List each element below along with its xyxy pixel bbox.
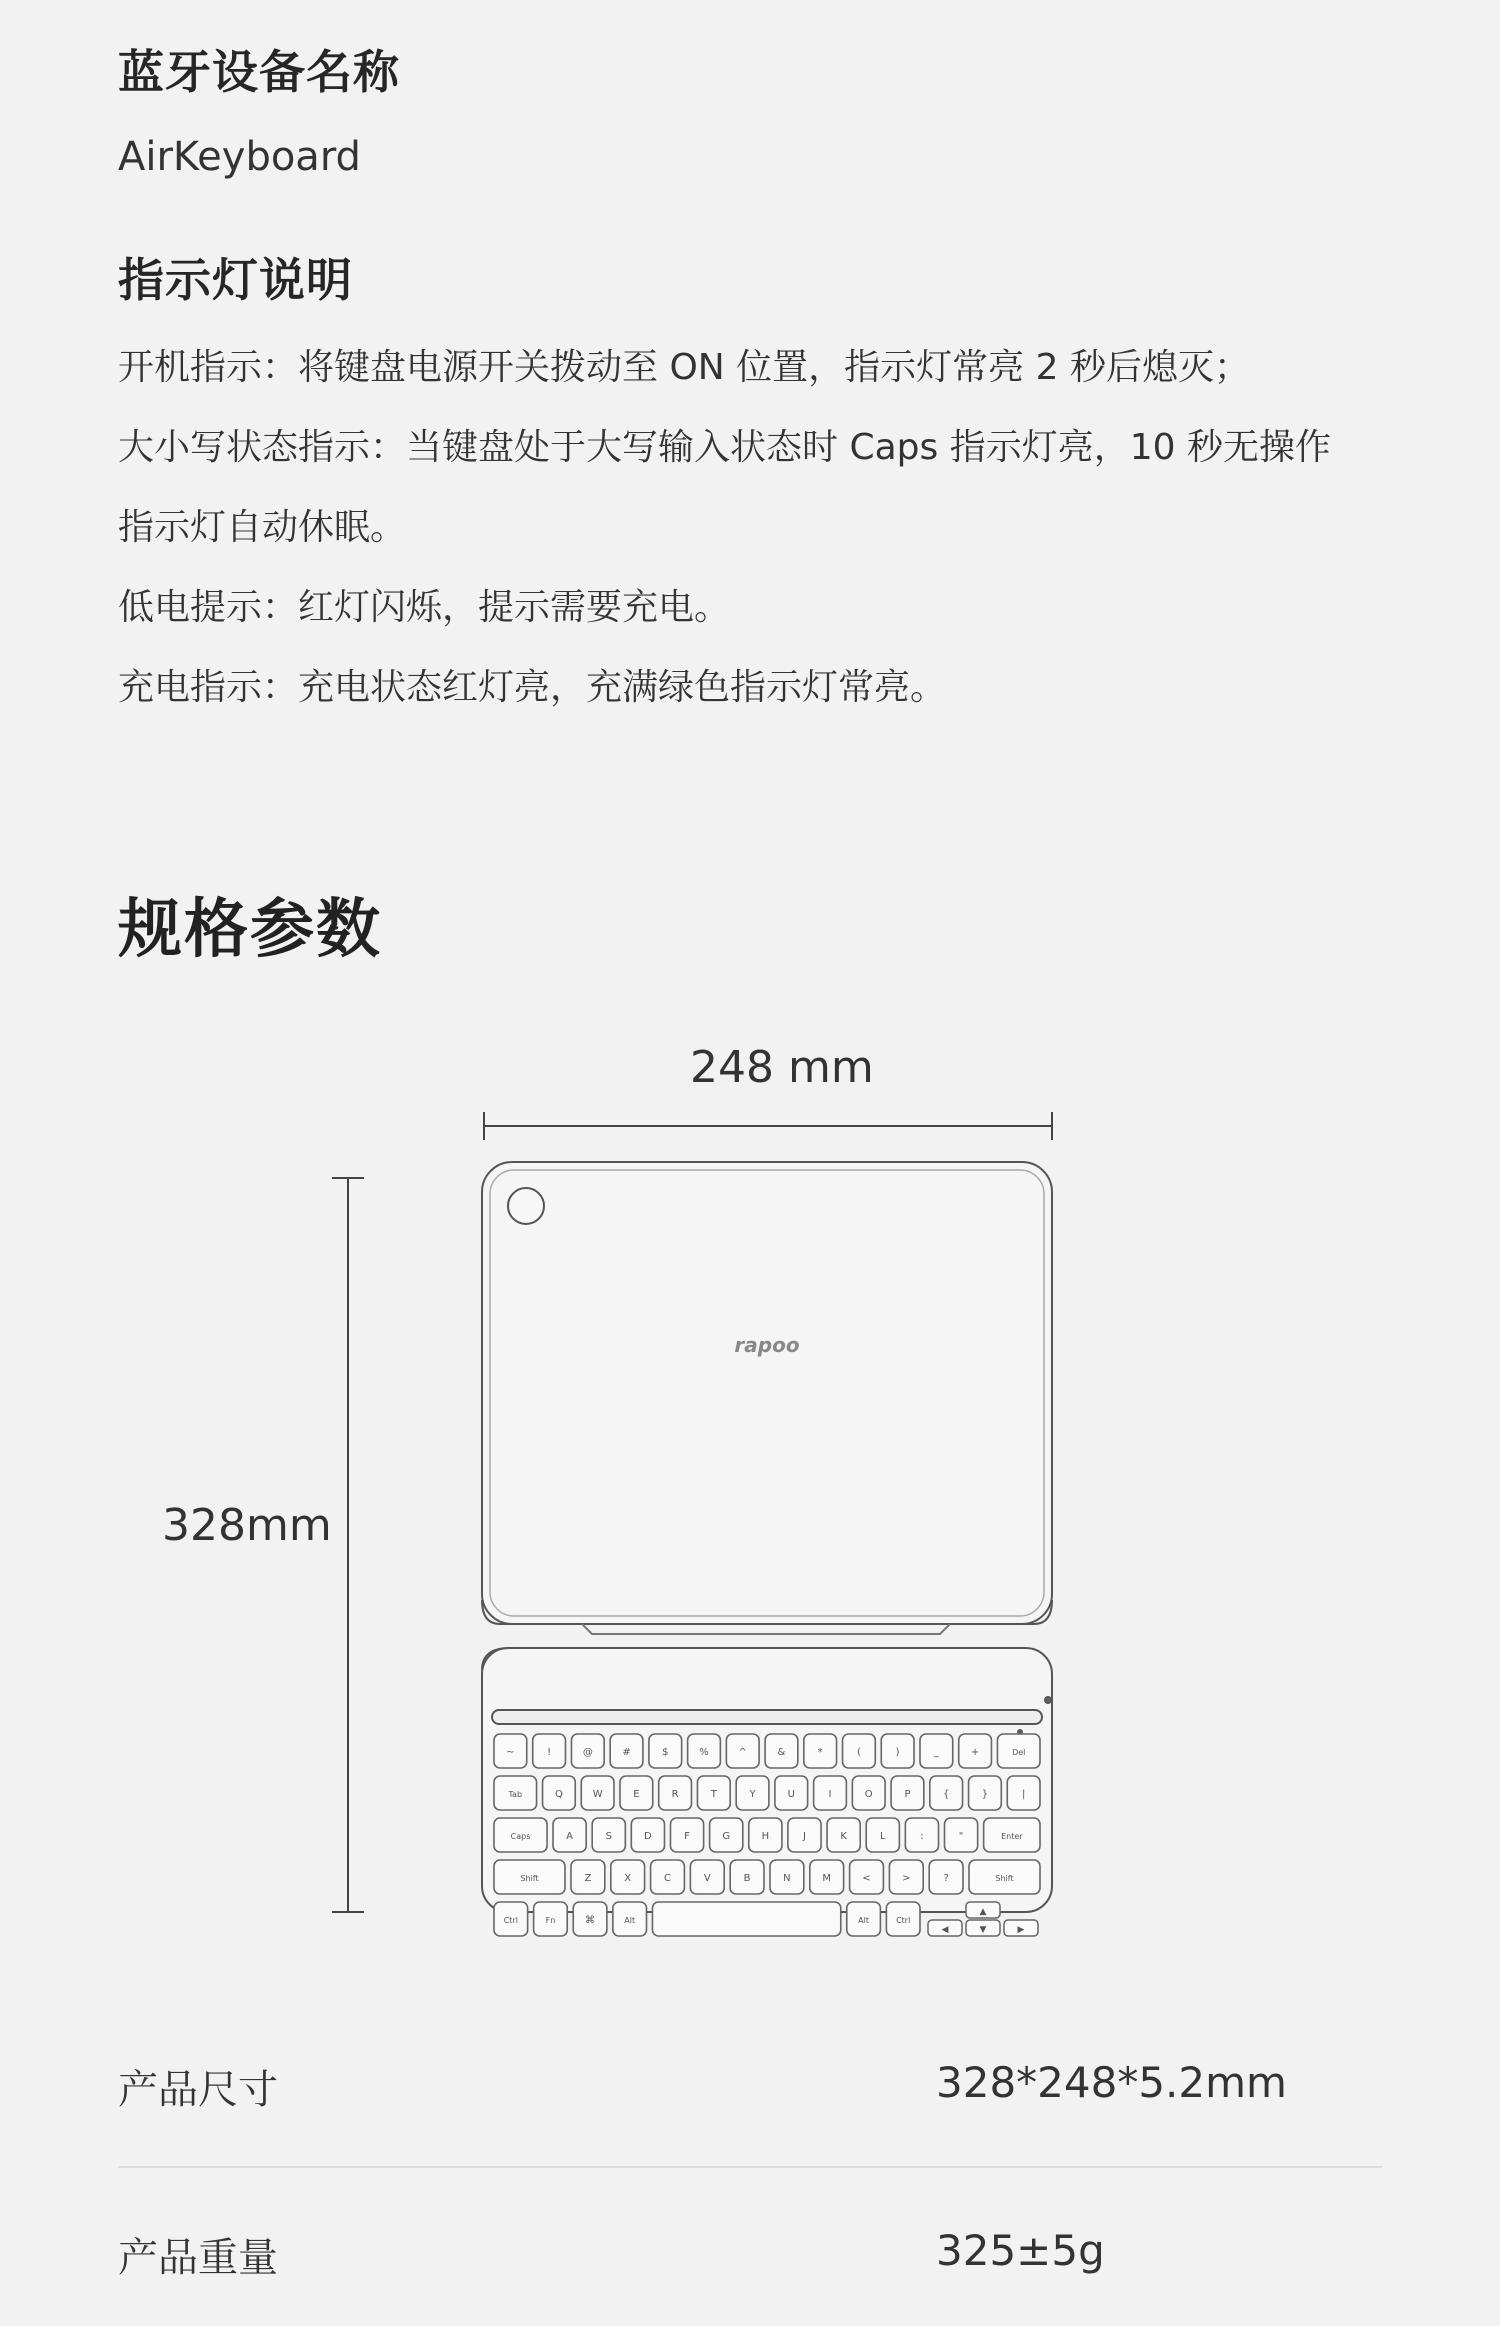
keyboard-key-label: P [904, 1789, 911, 1800]
keyboard-key-label: Tab [508, 1790, 523, 1799]
keyboard-key-label: Shift [520, 1874, 539, 1883]
keyboard-key-label: T [710, 1789, 717, 1800]
keyboard-key-label: C [664, 1873, 671, 1884]
keyboard-key-label: X [624, 1873, 632, 1884]
keyboard-key-label: $ [662, 1747, 669, 1758]
spec-row-size [118, 2058, 1382, 2158]
indicator-item: 大小写状态指示：当键盘处于大写输入状态时 Caps 指示灯亮，10 秒无操作 [118, 427, 1331, 468]
keyboard-key-label: _ [933, 1747, 939, 1758]
keyboard-key [652, 1902, 840, 1936]
indicator-title: 指示灯说明 [118, 253, 353, 307]
device-name: AirKeyboard [118, 134, 361, 180]
keyboard-key-label: U [787, 1789, 795, 1800]
keyboard-key-label: # [622, 1747, 631, 1758]
keyboard-key-label: Caps [510, 1832, 531, 1841]
indicator-item: 低电提示：红灯闪烁，提示需要充电。 [118, 587, 731, 628]
spec-key: 产品尺寸 [118, 2067, 278, 2113]
keyboard-key-label: > [902, 1873, 911, 1884]
arrow-key-icon: ▼ [979, 1925, 987, 1935]
keyboard-key-label: < [862, 1873, 871, 1884]
keyboard-key-label: ⌘ [585, 1915, 596, 1926]
keyboard-key-label: * [817, 1747, 823, 1758]
keyboard-key-label: R [671, 1789, 679, 1800]
keyboard-key-label: & [777, 1747, 786, 1758]
spec-row-weight [118, 2226, 1382, 2326]
arrow-key-icon: ▲ [979, 1907, 987, 1917]
tablet-back-illustration [482, 1162, 1052, 1634]
keyboard-key-label: D [644, 1831, 652, 1842]
keyboard-key-label: S [605, 1831, 612, 1842]
width-dimension-label: 248 mm [690, 1042, 874, 1093]
keyboard-key-label: Alt [858, 1916, 869, 1925]
brand-logo: rapoo [734, 1333, 800, 1357]
arrow-key-icon: ◀ [941, 1925, 949, 1935]
keyboard-key-label: ! [547, 1747, 552, 1758]
specs-title: 规格参数 [118, 893, 382, 967]
keyboard-key-label: M [822, 1873, 832, 1884]
bluetooth-title: 蓝牙设备名称 [118, 45, 400, 99]
keyboard-key-label: Z [584, 1873, 592, 1884]
keyboard-key-label: ^ [738, 1747, 747, 1758]
keyboard-key-label: Shift [995, 1874, 1014, 1883]
keyboard-key-label: J [803, 1831, 806, 1842]
keyboard-key-label: A [566, 1831, 574, 1842]
indicator-item: 开机指示：将键盘电源开关拨动至 ON 位置，指示灯常亮 2 秒后熄灭； [118, 347, 1250, 388]
keyboard-key-label: : [920, 1831, 924, 1842]
keyboard-key-label: | [1021, 1789, 1026, 1800]
keyboard-key-label: H [761, 1831, 770, 1842]
keyboard-key-label: ? [943, 1873, 949, 1884]
product-drawing [0, 1100, 1500, 1935]
keyboard-key-label: { [942, 1789, 950, 1800]
keyboard-key-label: Alt [624, 1916, 636, 1925]
keyboard-key-label: K [840, 1831, 847, 1842]
spec-value: 325±5g [936, 2226, 1105, 2275]
keyboard-key-label: Del [1012, 1748, 1026, 1757]
spec-value: 328*248*5.2mm [936, 2058, 1287, 2107]
height-dimension-label: 328mm [162, 1500, 332, 1551]
keyboard-key-label: Q [554, 1789, 563, 1800]
keyboard-key-label: G [722, 1831, 731, 1842]
keyboard-key-label: F [684, 1831, 690, 1842]
keyboard-key-label: Y [749, 1789, 756, 1800]
keyboard-key-label: I [828, 1789, 832, 1800]
indicator-item: 指示灯自动休眠。 [118, 507, 407, 548]
keyboard-key-label: V [703, 1873, 711, 1884]
keyboard-key-label: L [879, 1831, 886, 1842]
keyboard-key-label: W [592, 1789, 603, 1800]
keyboard-key-label: Ctrl [896, 1916, 911, 1925]
keyboard-key-label: + [970, 1747, 980, 1758]
arrow-key-icon: ▶ [1017, 1925, 1025, 1935]
keyboard-key-label: B [743, 1873, 751, 1884]
spec-key: 产品重量 [118, 2235, 278, 2281]
indicator-item: 充电指示：充电状态红灯亮，充满绿色指示灯常亮。 [118, 667, 947, 708]
keyboard-key-label: Fn [545, 1916, 556, 1925]
keyboard-key-label: O [864, 1789, 873, 1800]
keyboard-key-label: % [699, 1747, 709, 1758]
keyboard-key-label: ( [856, 1747, 861, 1758]
keyboard-key-label: Enter [1001, 1832, 1023, 1841]
keyboard-key-label: ) [895, 1747, 900, 1758]
keyboard-key-label: " [958, 1831, 964, 1842]
keyboard-key-label: N [783, 1873, 791, 1884]
keyboard-key-label: ~ [506, 1747, 515, 1758]
keyboard-key-label: } [981, 1789, 989, 1800]
divider [118, 2166, 1382, 2168]
keyboard-key-label: @ [582, 1747, 593, 1758]
keyboard-key-label: E [633, 1789, 640, 1800]
keyboard-key-label: Ctrl [503, 1916, 518, 1925]
